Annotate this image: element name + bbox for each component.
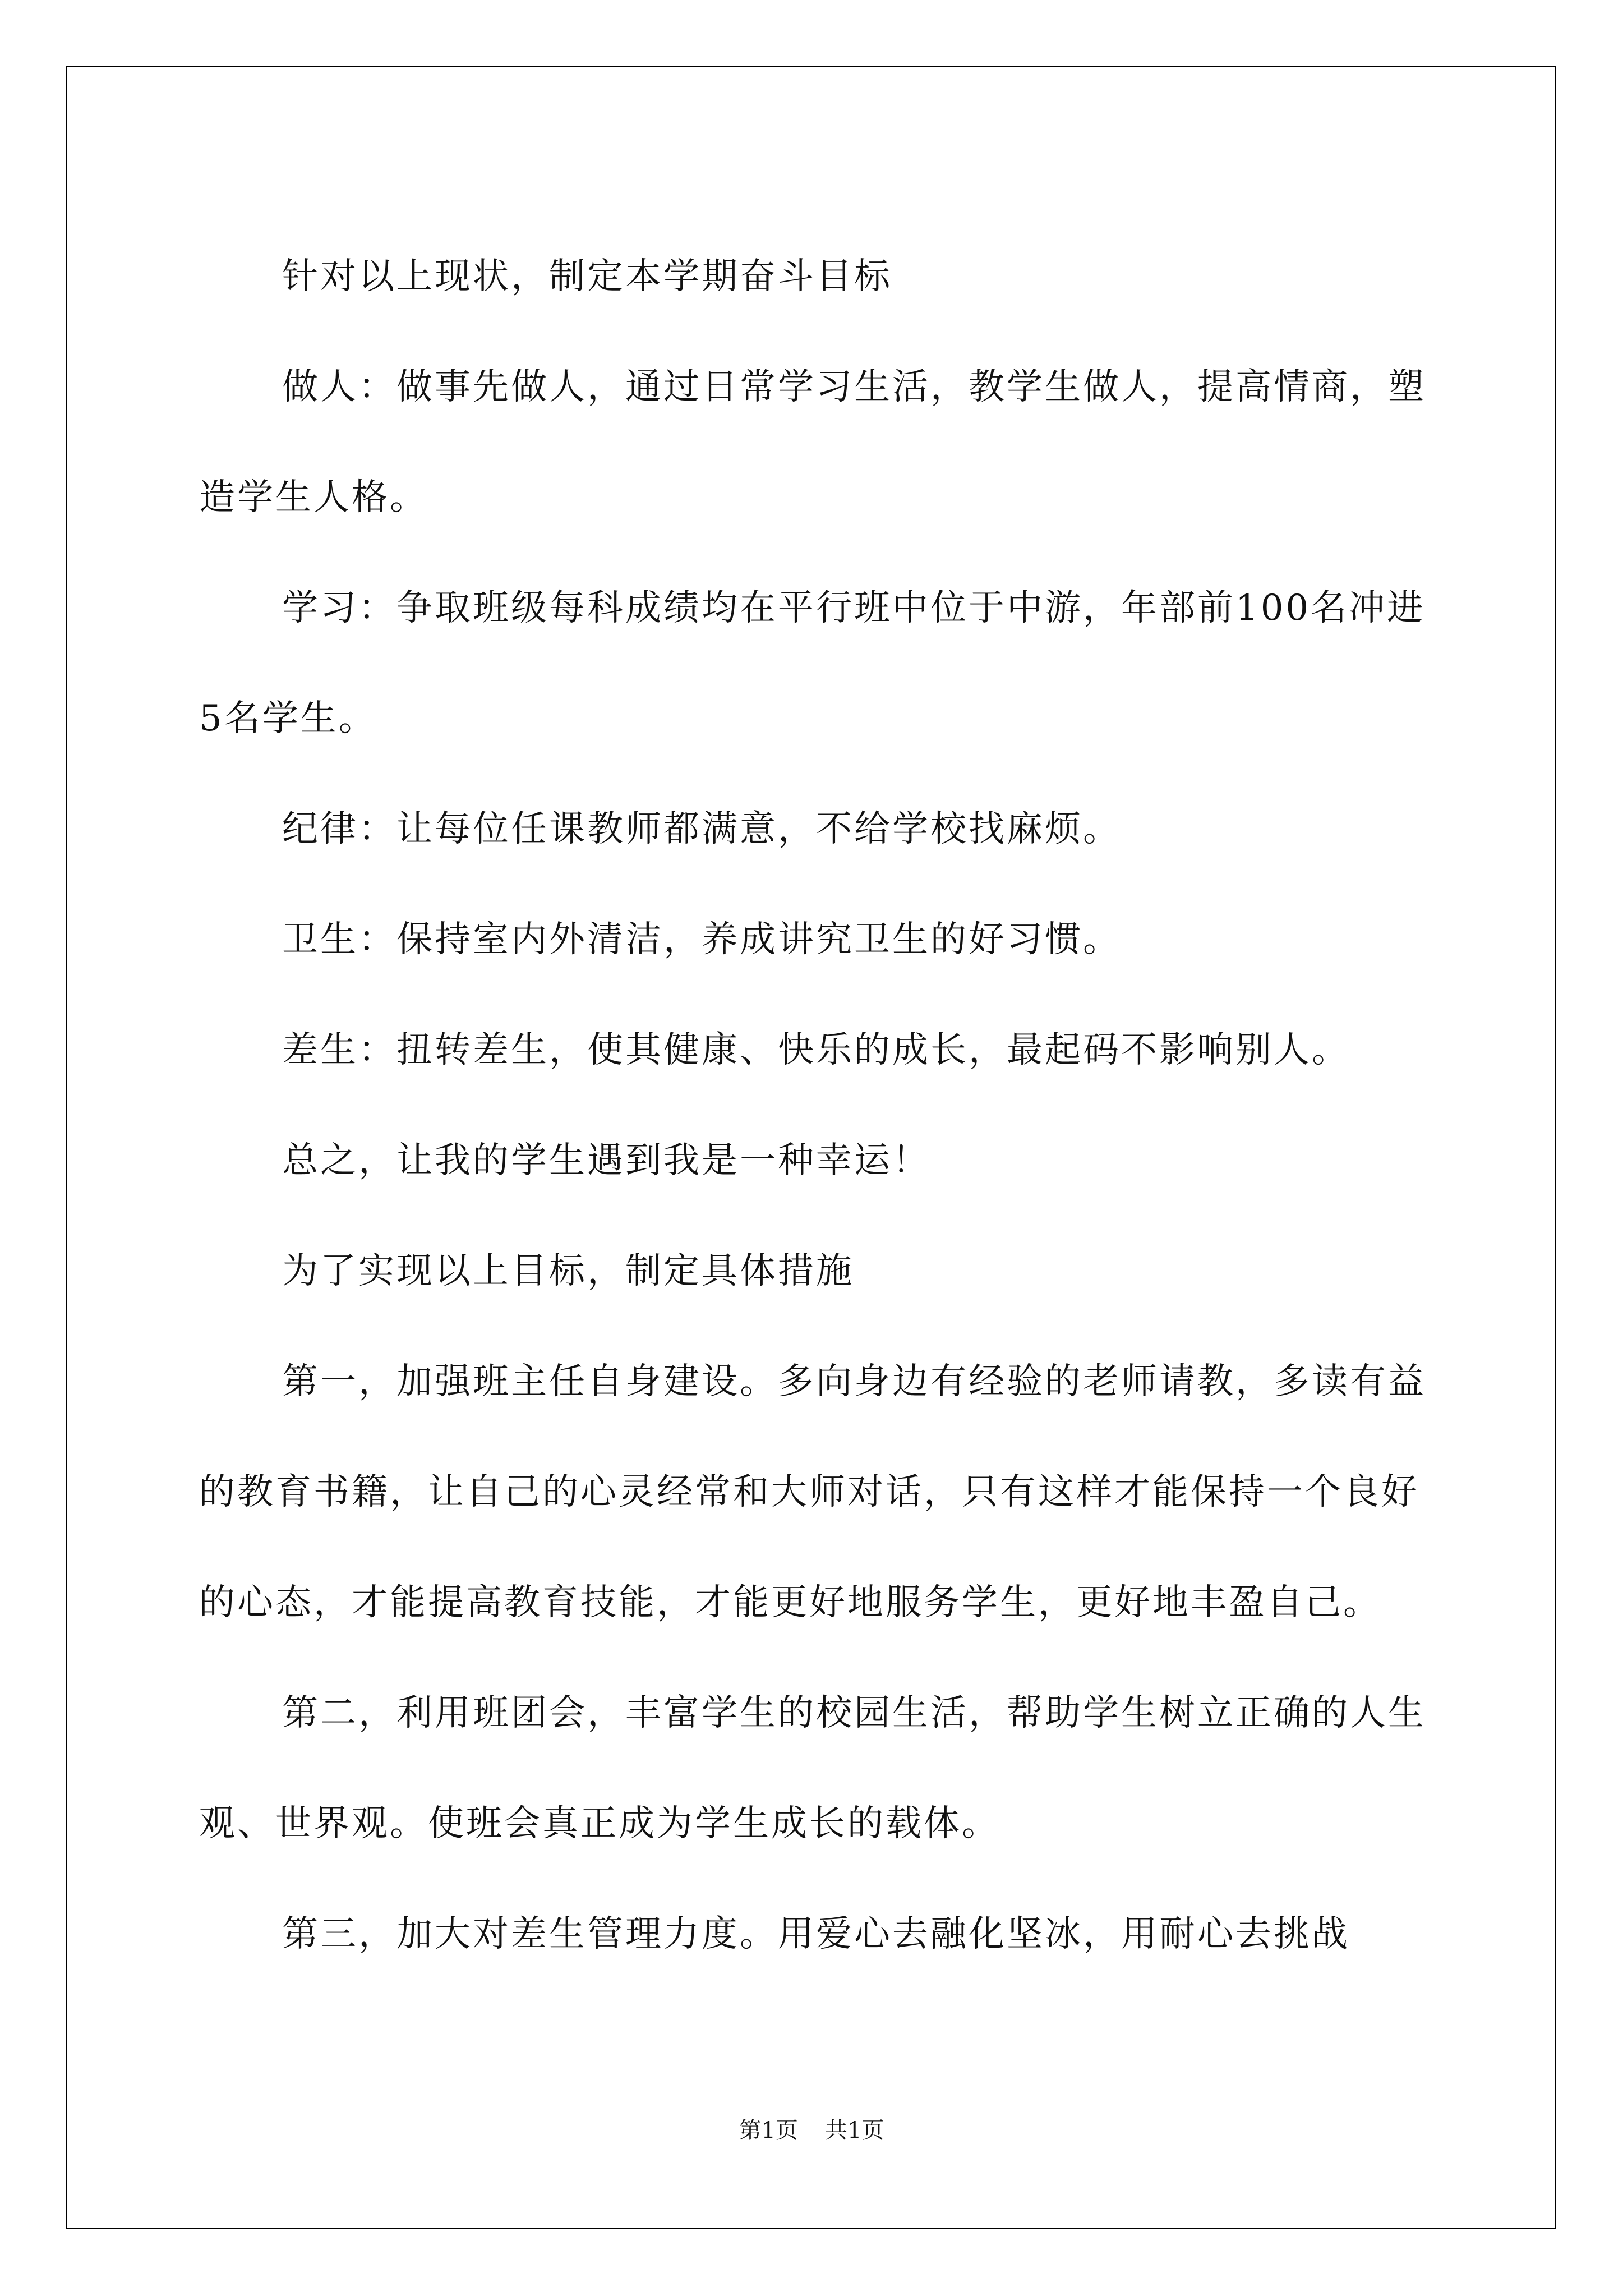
paragraph-study: 学习：争取班级每科成绩均在平行班中位于中游，年部前100名冲进5名学生。 bbox=[199, 587, 1426, 739]
page-total: 共1页 bbox=[825, 2118, 884, 2143]
paragraph-measure-second: 第二，利用班团会，丰富学生的校园生活，帮助学生树立正确的人生观、世界观。使班会真正成为学生成长的载体。 bbox=[199, 1692, 1426, 1844]
page-footer bbox=[0, 2114, 1623, 2147]
paragraph-measures-intro: 为了实现以上目标，制定具体措施 bbox=[282, 1250, 854, 1292]
paragraph-discipline: 纪律：让每位任课教师都满意，不给学校找麻烦。 bbox=[282, 808, 1121, 850]
paragraph-hygiene: 卫生：保持室内外清洁，养成讲究卫生的好习惯。 bbox=[282, 919, 1121, 960]
paragraph-measure-first: 第一，加强班主任自身建设。多向身边有经验的老师请教，多读有益的教育书籍，让自己的心灵经常和大师对话，只有这样才能保持一个良好的心态，才能提高教育技能，才能更好地服务学生，更好地丰盈自己。 bbox=[199, 1361, 1426, 1623]
page-number: 第1页 bbox=[739, 2118, 798, 2143]
paragraph-goal-intro: 针对以上现状，制定本学期奋斗目标 bbox=[282, 256, 892, 297]
paragraph-summary: 总之，让我的学生遇到我是一种幸运！ bbox=[282, 1140, 930, 1181]
paragraph-struggling-students: 差生：扭转差生，使其健康、快乐的成长，最起码不影响别人。 bbox=[282, 1029, 1350, 1071]
document-body bbox=[199, 222, 1427, 1990]
paragraph-conduct: 做人：做事先做人，通过日常学习生活，教学生做人，提高情商，塑造学生人格。 bbox=[199, 366, 1426, 518]
paragraph-measure-third: 第三，加大对差生管理力度。用爱心去融化坚冰，用耐心去挑战 bbox=[282, 1913, 1350, 1955]
